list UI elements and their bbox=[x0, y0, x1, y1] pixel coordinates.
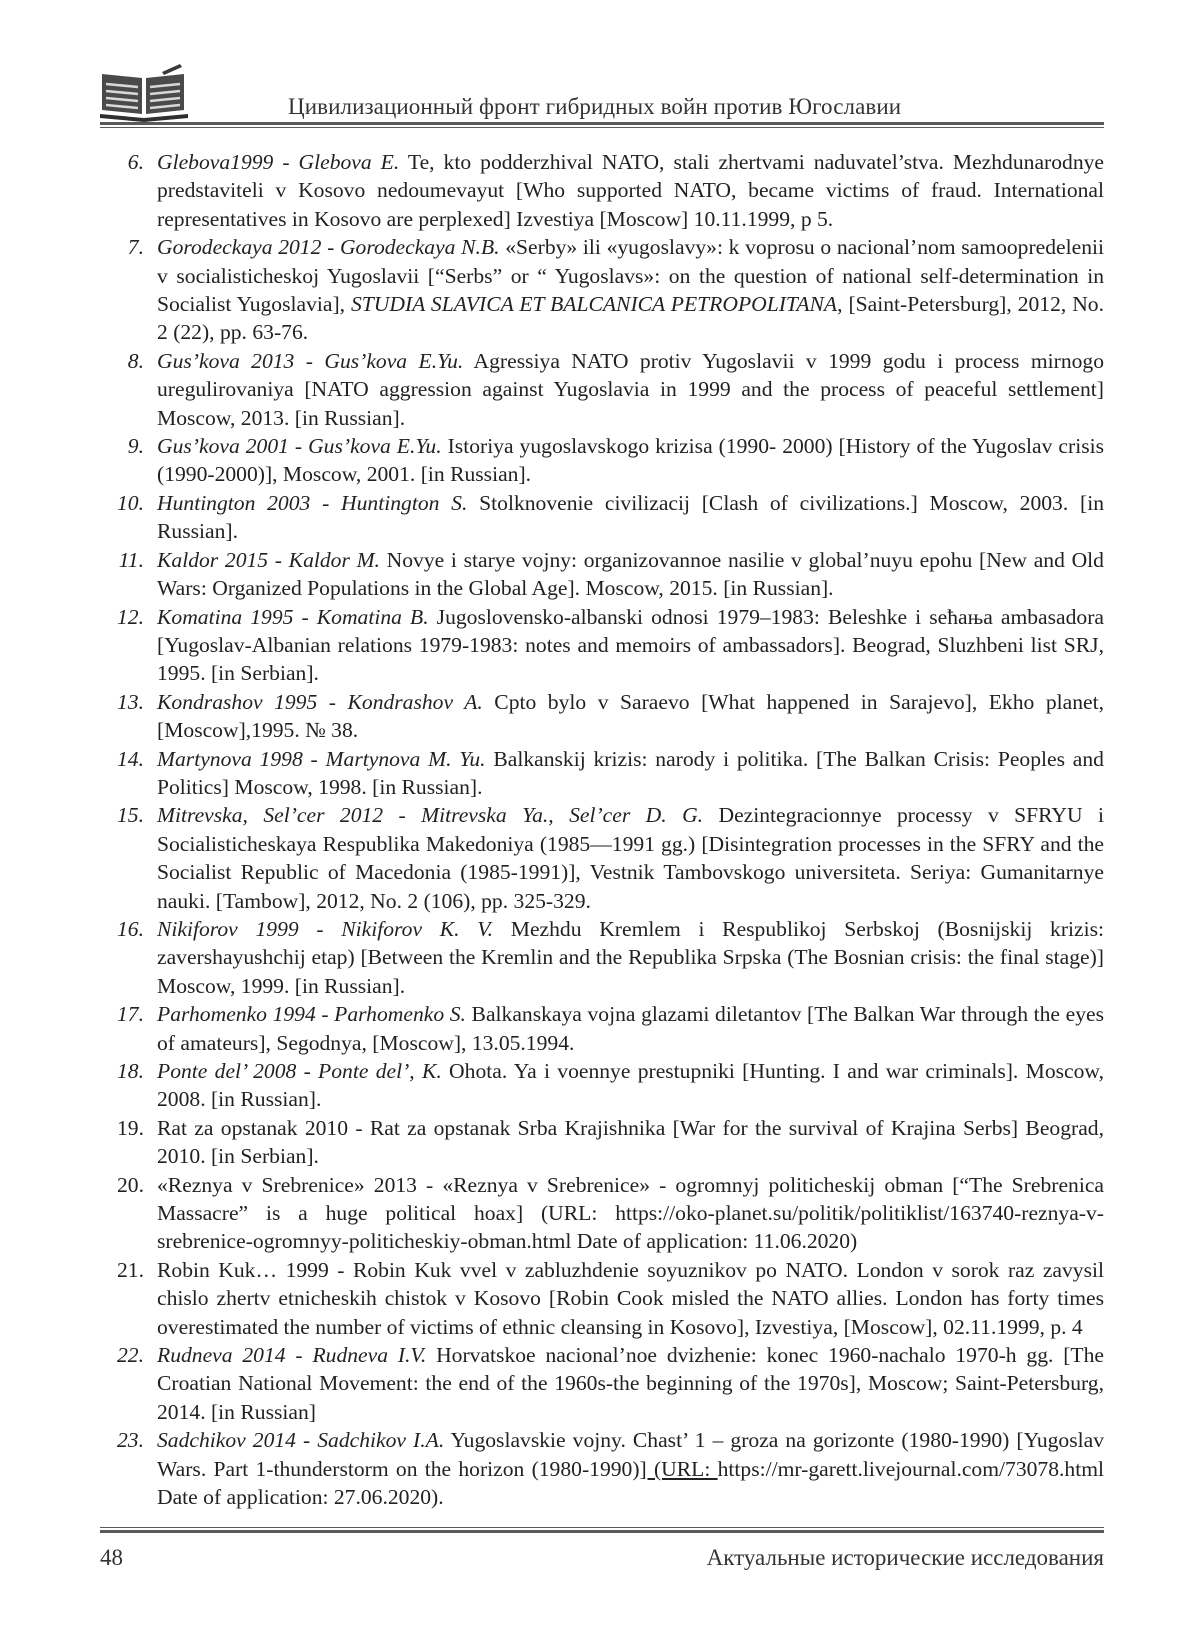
reference-item bbox=[100, 915, 1104, 1000]
reference-author: Komatina 1995 - Komatina B. bbox=[157, 604, 429, 629]
reference-item bbox=[100, 489, 1104, 546]
reference-number: 8. bbox=[127, 348, 144, 373]
reference-author: Kaldor 2015 - Kaldor M. bbox=[157, 547, 380, 572]
reference-text: «Reznya v Srebrenice» 2013 - «Reznya v Srebrenice» - ogromnyj politicheskij obman [“The Srebrenica Massacre” is a huge political hoax] (URL: https://oko-planet.su/politik/politiklist/163740-reznya-v-srebrenice-ogromnyy-politicheskiy-obman.html Date of application: 11.06.2020) bbox=[157, 1172, 1104, 1254]
reference-body bbox=[144, 801, 1104, 915]
reference-body bbox=[144, 347, 1104, 432]
reference-author: Rudneva 2014 - Rudneva I.V. bbox=[157, 1343, 427, 1368]
reference-author: Mitrevska, Sel’cer 2012 - Mitrevska Ya., Sel’cer D. G. bbox=[157, 803, 704, 828]
reference-body bbox=[144, 603, 1104, 688]
reference-author: Parhomenko 1994 - Parhomenko S. bbox=[157, 1002, 466, 1027]
reference-text: Stolknovenie civilizacij [Clash of civilizations.] Moscow, 2003. [in Russian]. bbox=[157, 490, 1104, 544]
reference-item bbox=[100, 801, 1104, 915]
reference-body bbox=[144, 745, 1104, 802]
reference-body bbox=[144, 915, 1104, 1000]
reference-item bbox=[100, 148, 1104, 233]
reference-number: 6. bbox=[127, 150, 144, 174]
reference-item bbox=[100, 432, 1104, 489]
header-rule bbox=[100, 122, 1104, 125]
reference-item bbox=[100, 1341, 1104, 1426]
reference-body bbox=[144, 148, 1104, 233]
reference-text: Yugoslavskie vojny. Chast’ 1 – groza na gorizonte (1980-1990) [Yugoslav Wars. Part 1-thunderstorm on the horizon (1980-1990) bbox=[157, 1428, 1104, 1481]
reference-underlined-text: ] (URL: bbox=[639, 1456, 718, 1481]
reference-number: 9. bbox=[127, 434, 144, 459]
reference-number: 15. bbox=[117, 803, 144, 828]
reference-body bbox=[144, 1341, 1104, 1426]
reference-author: Nikiforov 1999 - Nikiforov K. V. bbox=[157, 916, 494, 941]
reference-body bbox=[144, 1426, 1104, 1511]
reference-author: Gus’kova 2013 - Gus’kova E.Yu. bbox=[157, 348, 464, 373]
reference-body bbox=[144, 546, 1104, 603]
reference-text: Balkanskaya vojna glazami diletantov [The Balkan War through the eyes of amateurs], Segodnya, [Moscow], 13.05.1994. bbox=[157, 1002, 1104, 1055]
reference-number: 20. bbox=[117, 1172, 144, 1197]
reference-source-title: STUDIA SLAVICA ET BALCANICA PETROPOLITANA bbox=[350, 292, 838, 317]
reference-item bbox=[100, 1256, 1104, 1341]
reference-item bbox=[100, 1426, 1104, 1511]
reference-item bbox=[100, 745, 1104, 802]
reference-number: 14. bbox=[117, 746, 144, 771]
reference-text: Cpto bylo v Saraevo [What happened in Sarajevo], Ekho planet, [Moscow],1995. № 38. bbox=[157, 689, 1104, 743]
reference-body bbox=[144, 1114, 1104, 1171]
reference-author: Glebova1999 - Glebova E. bbox=[157, 150, 400, 174]
reference-author: Sadchikov 2014 - Sadchikov I.A. bbox=[157, 1428, 445, 1453]
reference-text: Dezintegracionnye processy v SFRYU i Socialisticheskaya Respublika Makedoniya (1985—1991 gg.) [Disintegration processes in the SFRY and the Socialist Republic of Macedonia (1985-1991)], Vestnik Tambovskogo universiteta. Seriya: Gumanitarnye nauki. [Tambow], 2012, No. 2 (106), pp. 325-329. bbox=[157, 803, 1104, 913]
reference-number: 17. bbox=[117, 1002, 144, 1027]
page-number: 48 bbox=[100, 1545, 123, 1570]
reference-number: 19. bbox=[117, 1115, 144, 1140]
reference-body bbox=[144, 1171, 1104, 1256]
reference-text: Mezhdu Kremlem i Respublikoj Serbskoj (Bosnijskij krizis: zavershayushchij etap) [Between the Kremlin and the Republika Srpska (The Bosnian crisis: the final stage)] Moscow, 1999. [in Russian]. bbox=[157, 916, 1104, 998]
reference-text: Novye i starye vojny: organizovannoe nasilie v global’nuyu epohu [New and Old Wars: Organized Populations in the Global Age]. Moscow, 2015. [in Russian]. bbox=[157, 547, 1104, 601]
reference-text: Rat za opstanak 2010 - Rat za opstanak Srba Krajishnika [War for the survival of Krajina Serbs] Beograd, 2010. [in Serbian]. bbox=[157, 1115, 1104, 1169]
reference-body bbox=[144, 1256, 1104, 1341]
reference-author: Martynova 1998 - Martynova M. Yu. bbox=[157, 746, 486, 771]
reference-body bbox=[144, 432, 1104, 489]
reference-text: Istoriya yugoslavskogo krizisa (1990- 2000) [History of the Yugoslav crisis (1990-2000)], Moscow, 2001. [in Russian]. bbox=[157, 434, 1104, 487]
reference-item bbox=[100, 233, 1104, 347]
reference-item bbox=[100, 1000, 1104, 1057]
reference-number: 18. bbox=[117, 1059, 144, 1083]
reference-item bbox=[100, 688, 1104, 745]
running-header-title: Цивилизационный фронт гибридных войн против Югославии bbox=[288, 94, 902, 119]
reference-number: 13. bbox=[117, 689, 144, 714]
reference-author: Kondrashov 1995 - Kondrashov A. bbox=[157, 689, 483, 714]
reference-body bbox=[144, 688, 1104, 745]
reference-text: Te, kto podderzhival NATO, stali zhertvami naduvatel’stva. Mezhdunarodnye predstaviteli v Kosovo nedoumevayut [Who supported NATO, became victims of fraud. International representatives in Kosovo are perplexed] Izvestiya [Moscow] 10.11.1999, p 5. bbox=[157, 150, 1104, 231]
reference-body bbox=[144, 1057, 1104, 1114]
header-rule-thin bbox=[100, 127, 1104, 128]
footer-rule bbox=[100, 1530, 1104, 1533]
reference-list bbox=[100, 148, 1104, 1512]
reference-body bbox=[144, 233, 1104, 347]
reference-body bbox=[144, 489, 1104, 546]
footer-rule-thin bbox=[100, 1527, 1104, 1528]
reference-text: Ohota. Ya i voennye prestupniki [Hunting. I and war criminals]. Moscow, 2008. [in Russian]. bbox=[157, 1059, 1104, 1112]
reference-author: Gus’kova 2001 - Gus’kova E.Yu. bbox=[157, 434, 442, 459]
reference-author: Gorodeckaya 2012 - Gorodeckaya N.B. bbox=[157, 235, 500, 260]
reference-text: Balkanskij krizis: narody i politika. [The Balkan Crisis: Peoples and Politics] Moscow, 1998. [in Russian]. bbox=[157, 746, 1104, 799]
reference-number: 7. bbox=[127, 235, 144, 260]
open-book-with-pen-icon bbox=[100, 62, 190, 122]
reference-text: Jugoslovensko-albanski odnosi 1979–1983: Beleshke i seћaња ambasadora [Yugoslav-Albanian relations 1979-1983: notes and memoirs of ambassadors]. Beograd, Sluzhbeni list SRJ, 1995. [in Serbian]. bbox=[157, 604, 1104, 686]
reference-number: 22. bbox=[117, 1343, 144, 1368]
reference-item bbox=[100, 603, 1104, 688]
reference-number: 23. bbox=[117, 1428, 144, 1453]
reference-item bbox=[100, 546, 1104, 603]
reference-number: 10. bbox=[117, 490, 144, 515]
reference-text: «Serby» ili «yugoslavy»: k voprosu o nacional’nom samoopredelenii v socialisticheskoj Yugoslavii [“Serbs” or “ Yugoslavs»: on the question of national self-determination in Socialist Yugoslavia], bbox=[157, 235, 1104, 317]
reference-number: 11. bbox=[118, 547, 144, 572]
reference-text: Horvatskoe nacional’noe dvizhenie: konec 1960-nachalo 1970-h gg. [The Croatian National Movement: the end of the 1960s-the beginning of the 1970s], Moscow; Saint-Petersburg, 2014. [in Russian] bbox=[157, 1343, 1104, 1424]
reference-author: Huntington 2003 - Huntington S. bbox=[157, 490, 468, 515]
reference-number: 16. bbox=[117, 916, 144, 941]
reference-number: 12. bbox=[117, 604, 144, 629]
reference-item bbox=[100, 1171, 1104, 1256]
reference-item bbox=[100, 1114, 1104, 1171]
reference-text: Robin Kuk… 1999 - Robin Kuk vvel v zabluzhdenie soyuznikov po NATO. London v sorok raz zavysil chislo zhertv etnicheskih chistok v Kosovo [Robin Cook misled the NATO allies. London has forty times overestimated the number of victims of ethnic cleansing in Kosovo], Izvestiya, [Moscow], 02.11.1999, p. 4 bbox=[157, 1257, 1104, 1339]
reference-item bbox=[100, 347, 1104, 432]
reference-text-continued: , [Saint-Petersburg], 2012, No. 2 (22), pp. 63-76. bbox=[157, 292, 1105, 345]
reference-text: Agressiya NATO protiv Yugoslavii v 1999 godu i process mirnogo uregulirovaniya [NATO aggression against Yugoslavia in 1999 and the process of peaceful settlement] Moscow, 2013. [in Russian]. bbox=[157, 348, 1105, 430]
reference-number: 21. bbox=[117, 1257, 144, 1282]
reference-body bbox=[144, 1000, 1104, 1057]
reference-item bbox=[100, 1057, 1104, 1114]
journal-title: Актуальные исторические исследования bbox=[706, 1545, 1104, 1570]
reference-author: Ponte del’ 2008 - Ponte del’, K. bbox=[157, 1059, 442, 1083]
reference-text-continued: https://mr-garett.livejournal.com/73078.html Date of application: 27.06.2020). bbox=[157, 1456, 1104, 1510]
